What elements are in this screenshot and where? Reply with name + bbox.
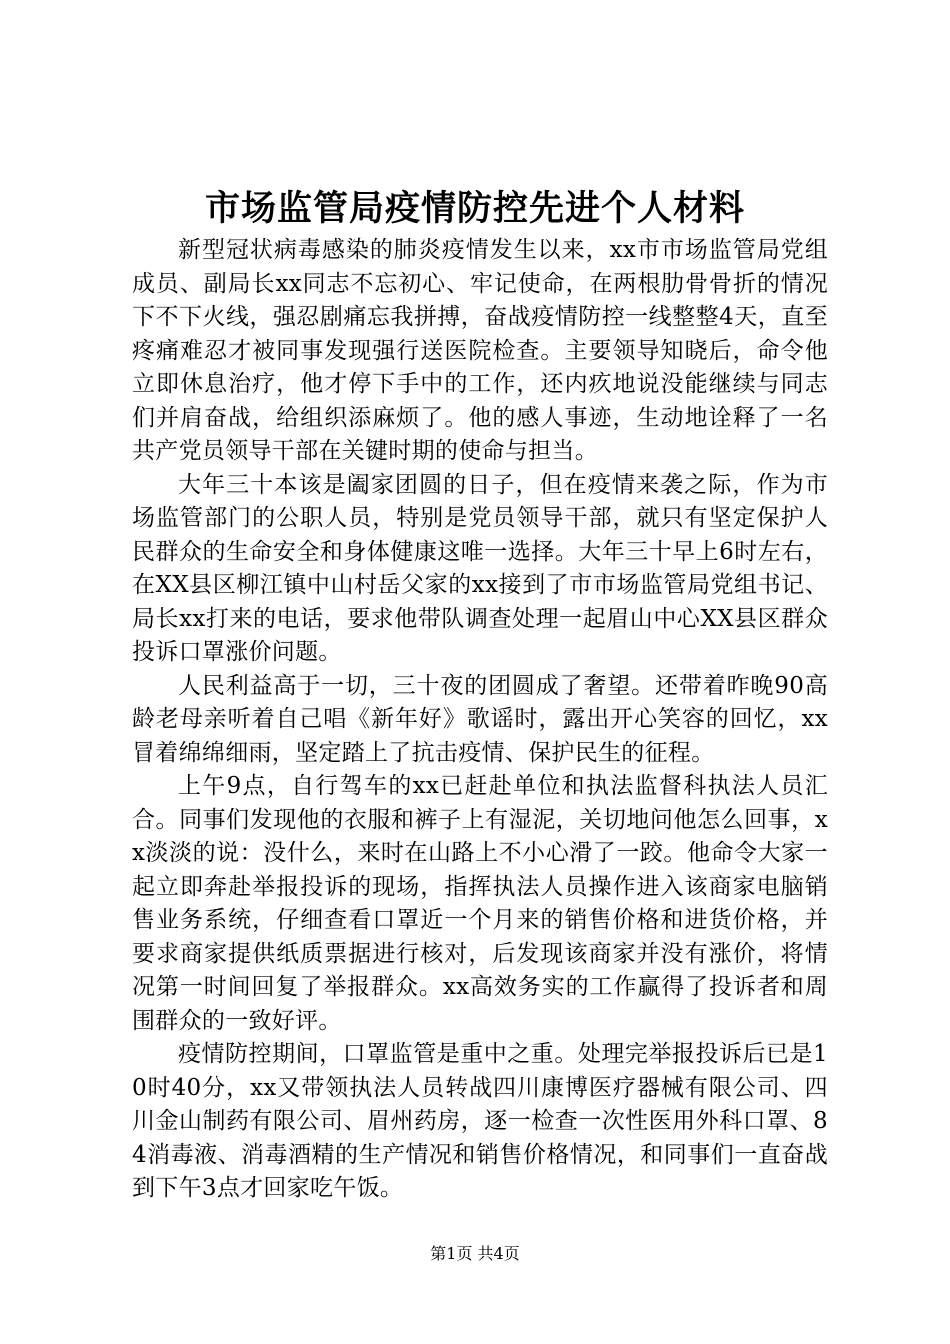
paragraph-3: 人民利益高于一切，三十夜的团圆成了奢望。还带着昨晚90高龄老母亲听着自己唱《新年好》歌谣时，露出开心笑容的回忆，xx冒着绵绵细雨，坚定踏上了抗击疫情、保护民生的征程。: [132, 672, 828, 766]
paragraph-1: 新型冠状病毒感染的肺炎疫情发生以来，xx市市场监管局党组成员、副局长xx同志不忘初心、牢记使命，在两根肋骨骨折的情况下不下火线，强忍剧痛忘我拼搏，奋战疫情防控一线整整4天，直至疼痛难忍才被同事发现强行送医院检查。主要领导知晓后，命令他立即休息治疗，他才停下手中的工作，还内疚地说没能继续与同志们并肩奋战，给组织添麻烦了。他的感人事迹，生动地诠释了一名共产党员领导干部在关键时期的使命与担当。: [132, 237, 828, 464]
document-body: [132, 234, 828, 1206]
page-number-footer: 第1页 共4页: [430, 1244, 520, 1263]
document-title: 市场监管局疫情防控先进个人材料: [204, 189, 745, 229]
paragraph-5: 疫情防控期间，口罩监管是重中之重。处理完举报投诉后已是10时40分，xx又带领执法人员转战四川康博医疗器械有限公司、四川金山制药有限公司、眉州药房，逐一检查一次性医用外科口罩、84消毒液、消毒酒精的生产情况和销售价格情况，和同事们一直奋战到下午3点才回家吃午饭。: [132, 1041, 828, 1201]
paragraph-2: 大年三十本该是阖家团圆的日子，但在疫情来袭之际，作为市场监管部门的公职人员，特别是党员领导干部，就只有坚定保护人民群众的生命安全和身体健康这唯一选择。大年三十早上6时左右，在XX县区柳江镇中山村岳父家的xx接到了市市场监管局党组书记、局长xx打来的电话，要求他带队调查处理一起眉山中心XX县区群众投诉口罩涨价问题。: [132, 471, 828, 665]
paragraph-4: 上午9点，自行驾车的xx已赶赴单位和执法监督科执法人员汇合。同事们发现他的衣服和裤子上有湿泥，关切地问他怎么回事，xx淡淡的说：没什么，来时在山路上不小心滑了一跤。他命令大家一起立即奔赴举报投诉的现场，指挥执法人员操作进入该商家电脑销售业务系统，仔细查看口罩近一个月来的销售价格和进货价格，并要求商家提供纸质票据进行核对，后发现该商家并没有涨价，将情况第一时间回复了举报群众。xx高效务实的工作赢得了投诉者和周围群众的一致好评。: [132, 773, 828, 1034]
